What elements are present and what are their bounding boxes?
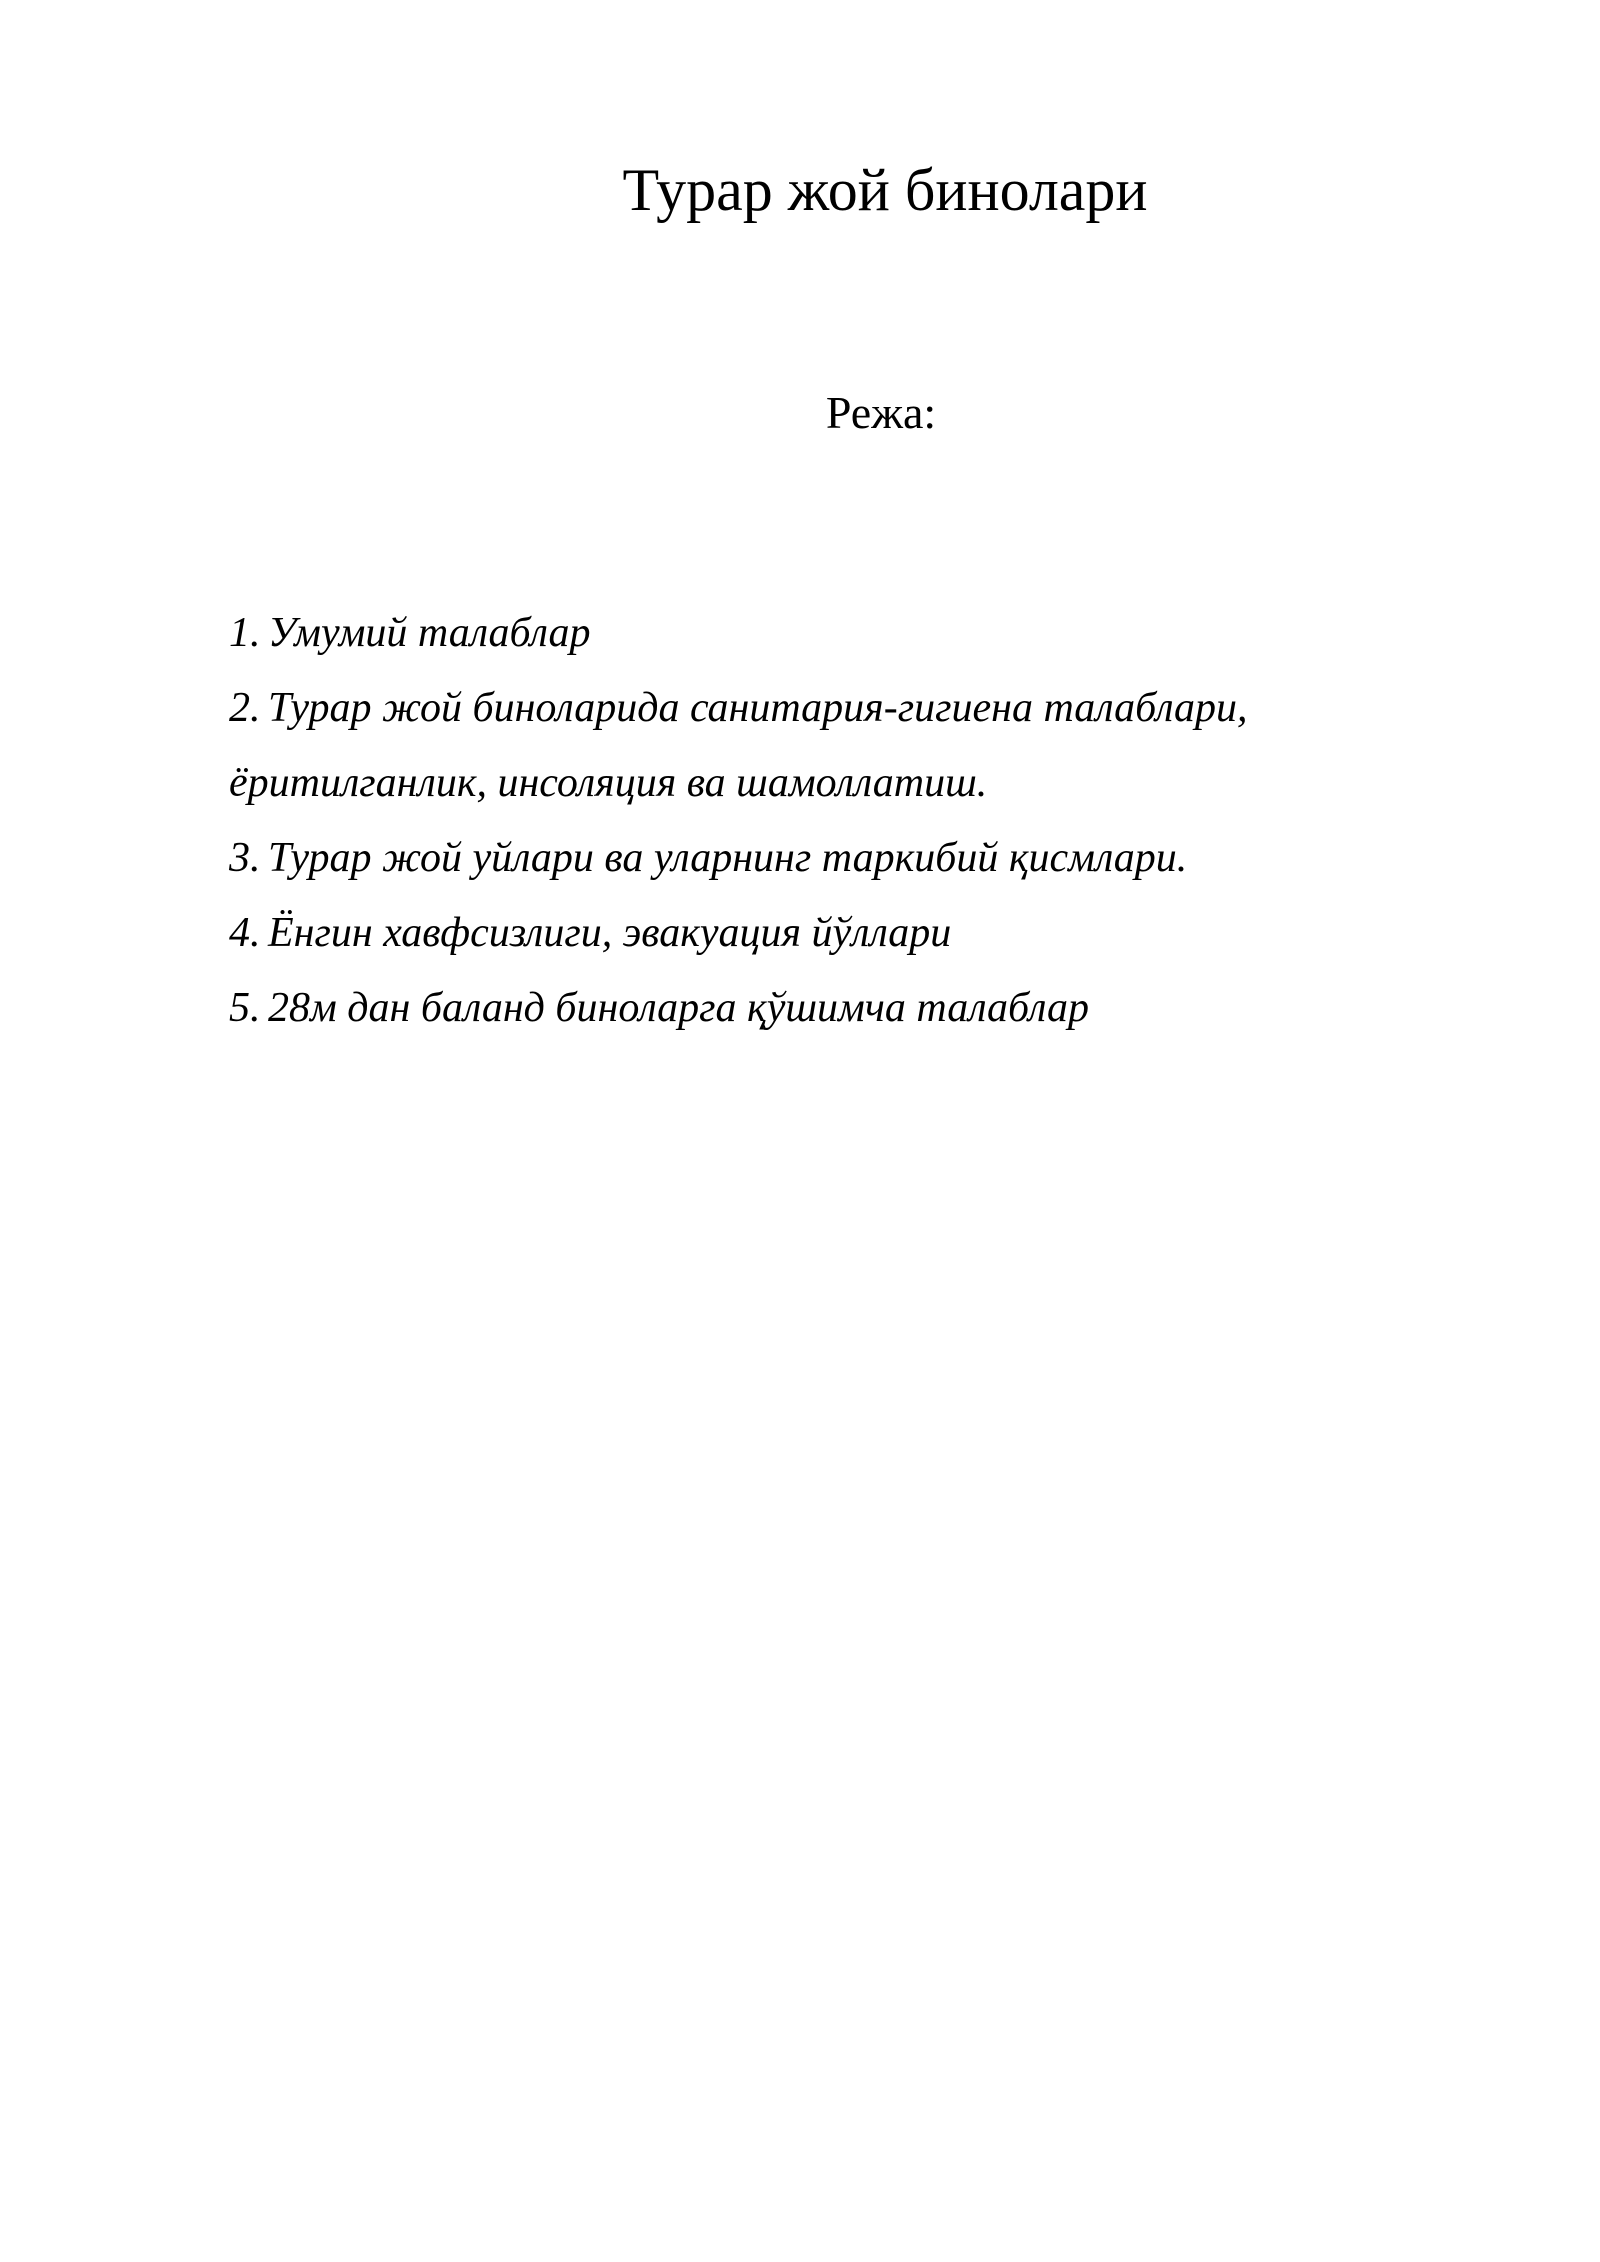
plan-item-text: Ёнгин хавфсизлиги, эвакуация йўллари (268, 910, 952, 956)
plan-item-number: 1. (229, 610, 261, 656)
plan-item-number: 2. (229, 685, 261, 731)
plan-list (229, 596, 1379, 1046)
document-title: Турар жой бинолари (622, 157, 1148, 223)
plan-item-number: 3. (229, 835, 261, 881)
plan-item-text: Турар жой биноларида санитария-гигиена талаблари, (268, 685, 1248, 731)
plan-item-2 (229, 671, 1379, 821)
plan-item-4 (229, 896, 1379, 971)
plan-item-text: 28м дан баланд биноларга қўшимча талаблар (268, 985, 1089, 1031)
plan-item-1 (229, 596, 1379, 671)
plan-item-number: 5. (229, 985, 261, 1031)
plan-item-text: Турар жой уйлари ва уларнинг таркибий қисмлари. (268, 835, 1188, 881)
plan-item-number: 4. (229, 910, 261, 956)
plan-item-5 (229, 971, 1379, 1046)
plan-item-continuation: ёритилганлик, инсоляция ва шамоллатиш. (229, 760, 988, 806)
plan-heading: Режа: (825, 387, 937, 438)
plan-item-3 (229, 821, 1379, 896)
plan-item-text: Умумий талаблар (268, 610, 591, 656)
